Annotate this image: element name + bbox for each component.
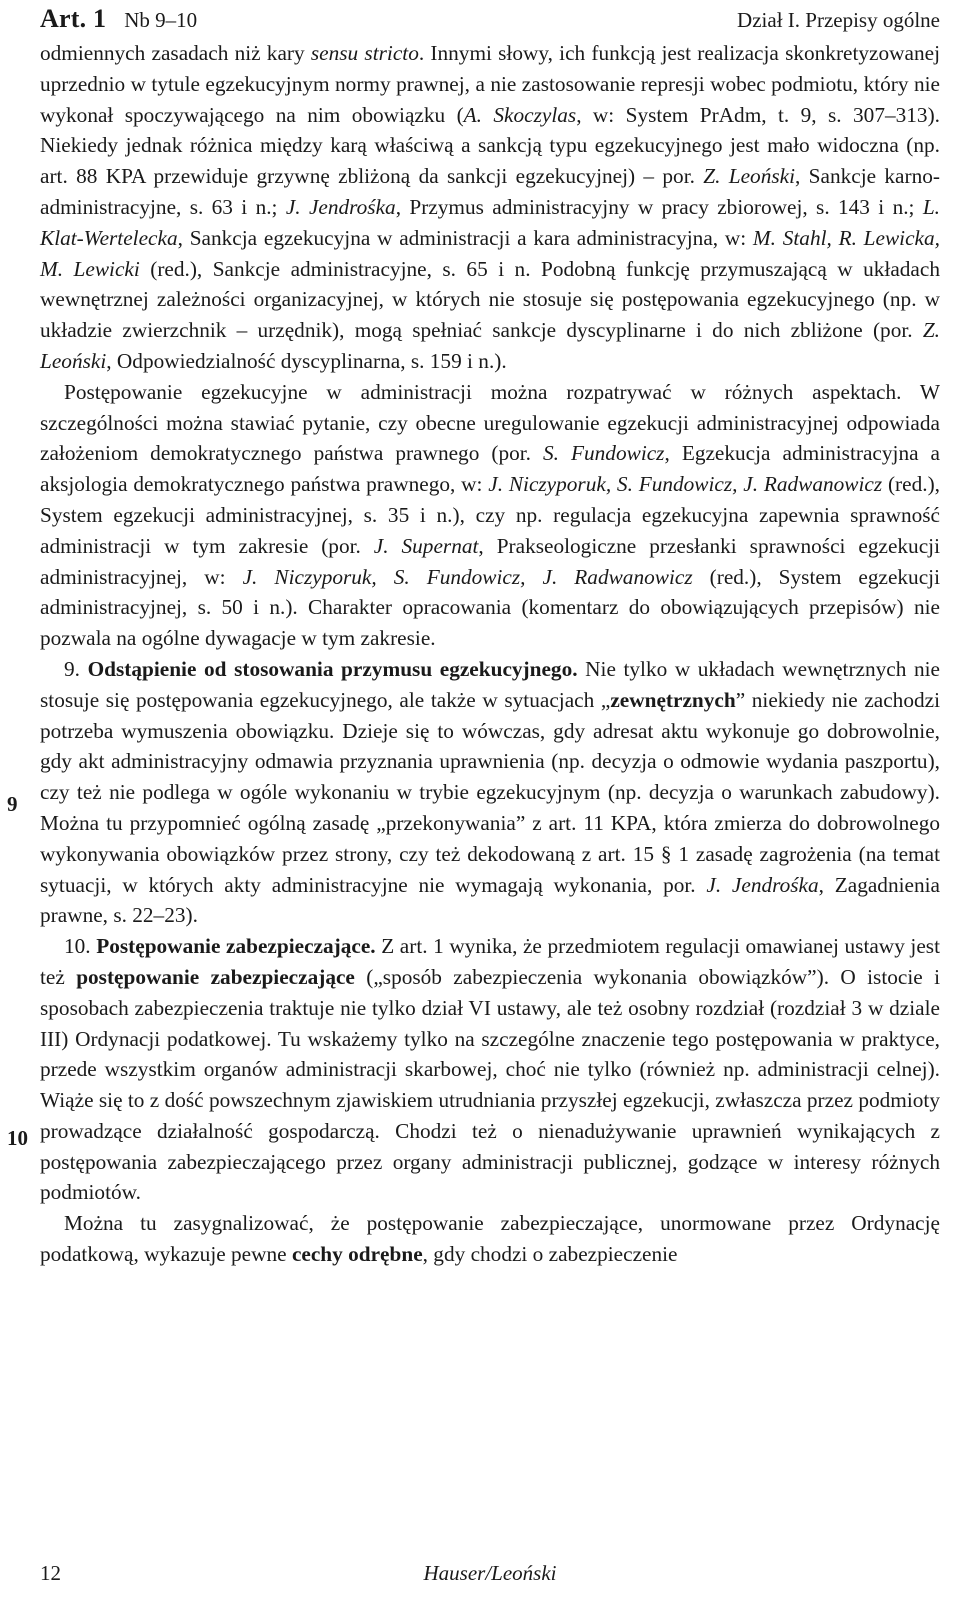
margin-number-10: 10 xyxy=(7,1126,28,1150)
running-header xyxy=(40,4,940,38)
publisher-name: Hauser/Leoński xyxy=(423,1561,557,1585)
page-number: 12 xyxy=(40,1561,61,1585)
margin-number-9: 9 xyxy=(7,792,18,816)
paragraph-nb-9: 9. Odstąpienie od stosowania przymusu egzekucyjnego. Nie tylko w układach wewnętrznych nie stosuje się postępowania egzekucyjnego, ale także w sytuacjach „zewnętrznych” niekiedy nie zachodzi potrzeba wymuszenia obowiązku. Dzieje się to wówczas, gdy adresat aktu wykonuje go dobrowolnie, gdy akt administracyjny odmawia przyznania uprawnienia (np. decyzja o odmowie wydania paszportu), czy też nie podlega w ogóle wykonaniu w trybie egzekucyjnym (np. decyzja o warunkach zabudowy). Można tu przypomnieć ogólną zasadę „przekonywania” z art. 11 KPA, która zmierza do dobrowolnego wykonywania obowiązków przez strony, czy też dekodowaną z art. 15 § 1 zasadę zagrożenia (na temat sytuacji, w których akty administracyjne nie wymagają wykonania, por. J. Jendrośka, Zagadnienia prawne, s. 22–23). xyxy=(40,656,941,928)
paragraph-aspects: Postępowanie egzekucyjne w administracji można rozpatrywać w różnych aspektach. W szczególności można stawiać pytanie, czy obecne uregulowanie egzekucji administracyjnej odpowiada założeniom demokratycznego państwa prawnego (por. S. Fundowicz, Egzekucja administracyjna a aksjologia demokratycznego państwa prawnego, w: J. Niczyporuk, S. Fundowicz, J. Radwanowicz (red.), System egzekucji administracyjnej, s. 35 i n.), czy np. regulacja egzekucyjna zapewnia sprawność administracji w tym zakresie (por. J. Supernat, Prakseologiczne przesłanki sprawności egzekucji administracyjnej, w: J. Niczyporuk, S. Fundowicz, J. Radwanowicz (red.), System egzekucji administracyjnej, s. 50 i n.). Charakter opracowania (komentarz do obowiązujących przepisów) nie pozwala na ogólne dywagacje w tym zakresie. xyxy=(40,379,941,651)
paragraph-last: Można tu zasygnalizować, że postępowanie zabezpieczające, unormowane przez Ordynację podatkową, wykazuje pewne cechy odrębne, gdy chodzi o zabezpieczenie xyxy=(40,1211,940,1267)
page-footer xyxy=(40,1561,940,1591)
section-title: Dział I. Przepisy ogólne xyxy=(737,8,940,32)
paragraph-nb-10: 10. Postępowanie zabezpieczające. Z art. 1 wynika, że przedmiotem regulacji omawianej ustawy jest też postępowanie zabezpieczające („sposób zabezpieczenia wykonania obowiązków”). O istocie i sposobach zabezpieczenia traktuje nie tylko dział VI ustawy, ale też osobny rozdział (rozdział 3 w dziale III) Ordynacji podatkowej. Tu wskażemy tylko na szczególne znaczenie tego postępowania w praktyce, przede wszystkim organów administracji skarbowej, choć nie tylko (również np. administracji celnej). Wiąże się to z dość powszechnym zjawiskiem utrudniania przyszłej egzekucji, zwłaszcza przez podmioty prowadzące działalność gospodarczą. Chodzi też o nienadużywanie uprawnień wynikających z postępowania zabezpieczającego przez organy administracji publicznej, godzące w interesy różnych podmiotów. xyxy=(40,934,940,1205)
page-body xyxy=(40,38,940,1270)
margin-number-range: Nb 9–10 xyxy=(124,8,198,32)
paragraph-continuation: odmiennych zasadach niż kary sensu stricto. Innymi słowy, ich funkcją jest realizacja skonkretyzowanej uprzednio w tytule egzekucyjnym normy prawnej, a nie zastosowanie represji wobec podmiotu, który nie wykonał spoczywającego na nim obowiązku (A. Skoczylas, w: System PrAdm, t. 9, s. 307–313). Niekiedy jednak różnica między karą właściwą a sankcją typu egzekucyjnego jest mało widoczna (np. art. 88 KPA przewiduje grzywnę zbliżoną da sankcji egzekucyjnej) – por. Z. Leoński, Sankcje karno-administracyjne, s. 63 i n.; J. Jendrośka, Przymus administracyjny w pracy zbiorowej, s. 143 i n.; L. Klat-Wertelecka, Sankcja egzekucyjna w administracji a kara administracyjna, w: M. Stahl, R. Lewicka, M. Lewicki (red.), Sankcje administracyjne, s. 65 i n. Podobną funkcję przymuszającą w układach wewnętrznej zależności organizacyjnej, w których nie stosuje się postępowania egzekucyjnego (np. w układzie zwierzchnik – urzędnik), mogą spełniać sankcje dyscyplinarne i do nich zbliżone (por. Z. Leoński, Odpowiedzialność dyscyplinarna, s. 159 i n.). xyxy=(40,41,941,373)
article-number: Art. 1 xyxy=(40,4,107,33)
